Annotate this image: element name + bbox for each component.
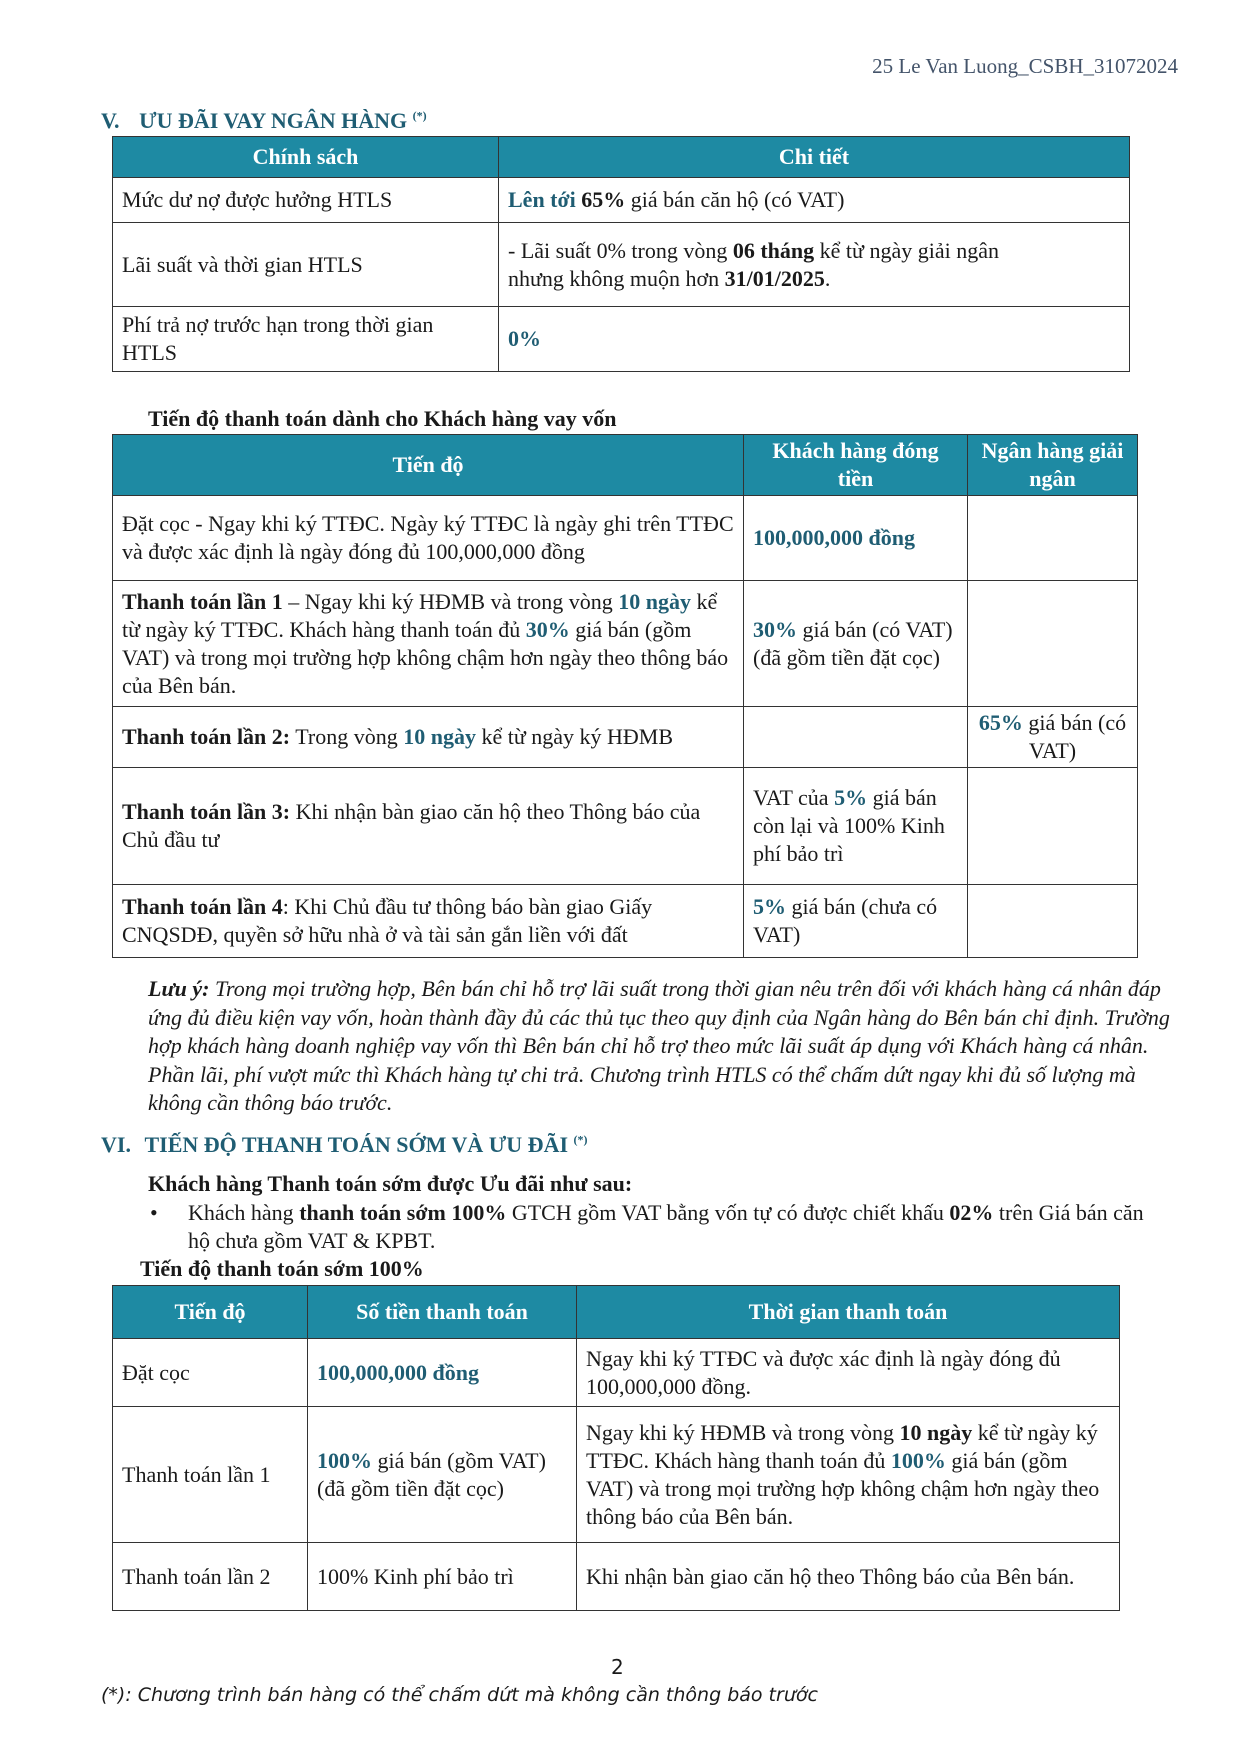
bank-text: giá bán (có VAT) xyxy=(1022,710,1127,763)
progress-highlight: 10 ngày xyxy=(618,588,692,614)
table-row xyxy=(113,707,1138,768)
section-5-number: V. xyxy=(101,108,120,133)
column-header-bank: Ngân hàng giải ngân xyxy=(968,435,1138,496)
detail-text: kể từ ngày giải ngân xyxy=(819,237,999,263)
bank-disbursement-cell xyxy=(968,707,1138,768)
table-row xyxy=(113,1407,1120,1543)
amount-cell xyxy=(308,1407,577,1543)
stage-label: Thanh toán lần 2: xyxy=(122,724,291,749)
column-header-progress: Tiến độ xyxy=(113,435,744,496)
customer-payment-cell xyxy=(744,707,968,768)
progress-text: : Khi Chủ đầu tư thông báo bàn giao Giấy CNQSDĐ, quyền sở hữu nhà ở và tài sản gắn liền với đất xyxy=(122,894,653,947)
table-row xyxy=(113,178,1130,223)
table-row xyxy=(113,307,1130,372)
table-row xyxy=(113,496,1138,581)
table-row xyxy=(113,768,1138,885)
table-row xyxy=(113,1339,1120,1407)
customer-payment-cell xyxy=(744,581,968,707)
column-header-policy: Chính sách xyxy=(113,137,499,178)
table-row xyxy=(113,885,1138,958)
policy-cell: Lãi suất và thời gian HTLS xyxy=(113,223,499,307)
customer-payment-cell xyxy=(744,885,968,958)
column-header-amount: Số tiền thanh toán xyxy=(308,1286,577,1339)
policy-cell: Mức dư nợ được hưởng HTLS xyxy=(113,178,499,223)
detail-text: . xyxy=(824,265,831,291)
section-6-heading xyxy=(101,1132,588,1158)
customer-percent: 5% xyxy=(834,785,868,810)
time-cell xyxy=(577,1407,1120,1543)
section-5-mark: (*) xyxy=(412,108,427,123)
stage-cell: Thanh toán lần 2 xyxy=(113,1543,308,1611)
amount-cell: 100,000,000 đồng xyxy=(308,1339,577,1407)
detail-cell xyxy=(499,307,1130,372)
time-highlight: 100% xyxy=(890,1447,946,1473)
progress-text: Khi nhận bàn giao căn hộ theo Thông báo của Chủ đầu tư xyxy=(122,799,701,852)
footer-note: (*): Chương trình bán hàng có thể chấm dứt mà không cần thông báo trước xyxy=(101,1684,818,1706)
amount-text: giá bán (gồm VAT) (đã gồm tiền đặt cọc) xyxy=(317,1447,546,1501)
progress-cell xyxy=(113,707,744,768)
page-number: 2 xyxy=(611,1655,624,1679)
customer-percent: 30% xyxy=(753,616,797,642)
customer-text: VAT của xyxy=(753,785,835,810)
table-header-row xyxy=(113,435,1138,496)
stage-cell: Thanh toán lần 1 xyxy=(113,1407,308,1543)
table-row xyxy=(113,581,1138,707)
bullet-text-part: Khách hàng xyxy=(188,1200,300,1225)
customer-payment-cell xyxy=(744,768,968,885)
customer-percent: 5% xyxy=(753,894,786,919)
bullet-icon: • xyxy=(150,1200,158,1225)
detail-text: - Lãi suất 0% trong vòng xyxy=(508,237,728,263)
section-5-title: ƯU ĐÃI VAY NGÂN HÀNG xyxy=(139,108,408,133)
table-row xyxy=(113,223,1130,307)
loan-note xyxy=(148,975,1178,1118)
detail-text: giá bán căn hộ (có VAT) xyxy=(630,187,845,212)
bank-disbursement-cell xyxy=(968,768,1138,885)
early-payment-bullet xyxy=(148,1199,1168,1255)
section-5-heading xyxy=(101,108,427,134)
column-header-stage: Tiến độ xyxy=(113,1286,308,1339)
bank-disbursement-cell xyxy=(968,496,1138,581)
policy-cell: Phí trả nợ trước hạn trong thời gian HTLS xyxy=(113,307,499,372)
detail-percent: 65% xyxy=(581,187,626,212)
column-header-customer: Khách hàng đóng tiền xyxy=(744,435,968,496)
table-header-row xyxy=(113,137,1130,178)
loan-payment-schedule-table xyxy=(112,434,1138,958)
bullet-bold: thanh toán sớm 100% xyxy=(299,1200,507,1225)
section-6-title: TIẾN ĐỘ THANH TOÁN SỚM VÀ ƯU ĐÃI xyxy=(144,1132,569,1157)
early-payment-table xyxy=(112,1285,1120,1611)
stage-cell: Đặt cọc xyxy=(113,1339,308,1407)
loan-incentive-table xyxy=(112,136,1130,372)
progress-text: – Ngay khi ký HĐMB và trong vòng xyxy=(282,588,619,614)
time-text: Ngay khi ký HĐMB và trong vòng xyxy=(586,1419,900,1445)
column-header-time: Thời gian thanh toán xyxy=(577,1286,1120,1339)
detail-percent: 0% xyxy=(508,326,541,351)
progress-highlight: 10 ngày xyxy=(403,724,476,749)
customer-text: giá bán (chưa có VAT) xyxy=(753,894,938,947)
customer-text: giá bán còn lại và 100% Kinh phí bảo trì xyxy=(753,785,945,866)
progress-text: giá bán (gồm VAT) và trong mọi trường hợp không chậm hơn ngày theo thông báo của Bên bán. xyxy=(122,616,729,698)
document-reference: 25 Le Van Luong_CSBH_31072024 xyxy=(872,54,1178,78)
section-6-mark: (*) xyxy=(573,1132,588,1147)
progress-cell xyxy=(113,885,744,958)
time-cell: Ngay khi ký TTĐC và được xác định là ngày đóng đủ 100,000,000 đồng. xyxy=(577,1339,1120,1407)
note-text: Trong mọi trường hợp, Bên bán chỉ hỗ trợ lãi suất trong thời gian nêu trên đối với khách hàng cá nhân đáp ứng đủ điều kiện vay vốn, hoàn thành đầy đủ các thủ tục theo quy định của Ngân hàng do Bên bán chỉ định. Trường hợp khách hàng doanh nghiệp vay vốn thì Bên bán chỉ hỗ trợ theo mức lãi suất áp dụng với Khách hàng cá nhân. Phần lãi, phí vượt mức thì Khách hàng tự chi trả. Chương trình HTLS có thể chấm dứt ngay khi đủ số lượng mà không cần thông báo trước. xyxy=(148,976,1170,1115)
bullet-text xyxy=(188,1199,1168,1255)
detail-highlight: Lên tới xyxy=(508,187,576,212)
amount-percent: 100% xyxy=(317,1447,372,1473)
bank-percent: 65% xyxy=(978,710,1023,735)
amount-cell: 100% Kinh phí bảo trì xyxy=(308,1543,577,1611)
time-text: kể từ ngày ký TTĐC. Khách hàng thanh toán đủ xyxy=(586,1419,1098,1473)
progress-highlight: 30% xyxy=(525,616,570,642)
bullet-text-part: trên Giá bán căn hộ chưa gồm VAT & KPBT. xyxy=(188,1200,1144,1253)
stage-label: Thanh toán lần 4 xyxy=(122,894,283,919)
time-text: giá bán (gồm VAT) và trong mọi trường hợp không chậm hơn ngày theo thông báo của Bên bán. xyxy=(586,1447,1100,1529)
detail-text: nhưng không muộn hơn xyxy=(508,265,720,291)
early-payment-intro: Khách hàng Thanh toán sớm được Ưu đãi như sau: xyxy=(148,1171,633,1196)
stage-label: Thanh toán lần 1 xyxy=(122,588,283,614)
bank-disbursement-cell xyxy=(968,885,1138,958)
detail-duration: 06 tháng xyxy=(732,237,815,263)
time-cell: Khi nhận bàn giao căn hộ theo Thông báo của Bên bán. xyxy=(577,1543,1120,1611)
stage-label: Thanh toán lần 3: xyxy=(122,799,291,824)
detail-deadline: 31/01/2025 xyxy=(724,265,825,291)
detail-cell xyxy=(499,223,1130,307)
early-schedule-title: Tiến độ thanh toán sớm 100% xyxy=(140,1256,424,1281)
progress-cell xyxy=(113,768,744,885)
bullet-text-part: GTCH gồm VAT bằng vốn tự có được chiết khấu xyxy=(506,1200,950,1225)
bullet-bold: 02% xyxy=(949,1200,994,1225)
progress-cell: Đặt cọc - Ngay khi ký TTĐC. Ngày ký TTĐC là ngày ghi trên TTĐC và được xác định là ngày đóng đủ 100,000,000 đồng xyxy=(113,496,744,581)
time-bold: 10 ngày xyxy=(899,1419,973,1445)
progress-text: kể từ ngày ký HĐMB xyxy=(475,724,674,749)
table-header-row xyxy=(113,1286,1120,1339)
progress-cell xyxy=(113,581,744,707)
customer-payment-cell: 100,000,000 đồng xyxy=(744,496,968,581)
section-6-number: VI. xyxy=(101,1132,131,1157)
progress-text: kể từ ngày ký TTĐC. Khách hàng thanh toán đủ xyxy=(122,588,718,642)
progress-text: Trong vòng xyxy=(290,724,404,749)
detail-cell xyxy=(499,178,1130,223)
column-header-detail: Chi tiết xyxy=(499,137,1130,178)
customer-text: giá bán (có VAT) (đã gồm tiền đặt cọc) xyxy=(753,616,953,670)
loan-schedule-subtitle: Tiến độ thanh toán dành cho Khách hàng vay vốn xyxy=(148,406,617,431)
note-label: Lưu ý: xyxy=(148,976,210,1001)
table-row xyxy=(113,1543,1120,1611)
bank-disbursement-cell xyxy=(968,581,1138,707)
